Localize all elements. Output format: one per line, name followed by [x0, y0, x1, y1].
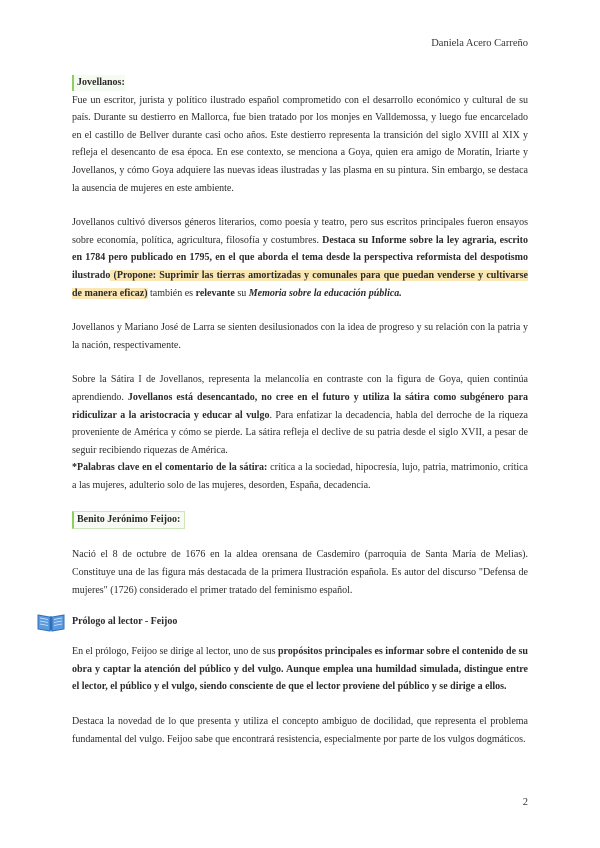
paragraph: Fue un escritor, jurista y político ilustrado español comprometido con el desarrollo económico y cultural de su país. Durante su destierro en Mallorca, fue bien tratado por los monjes en Valldemossa, y luego fue encarcelado en el castillo de Bellver durante casi ocho años. Este destierro representa la transición del siglo XVIII al XIX y refleja el desencanto de esa época. En ese contexto, se menciona a Goya, quien era amigo de Moratín, Iriarte y Jovellanos, y cómo Goya adquiere las nuevas ideas ilustradas y las plasma en su pintura. Sin embargo, se destaca la ausencia de mujeres en este ambiente.: [72, 94, 528, 194]
text-run: Sobre la Sátira I de Jovellanos, representa la melancolía en contraste con la figura de Goya, quien continúa aprendiendo.: [72, 374, 528, 403]
bold-text: Destaca su Informe sobre la ley agraria, escrito en 1784 pero publicado en 1795, en el que aborda el tema desde la perspectiva reformista del despotismo ilustrado: [72, 234, 528, 281]
prologo-heading-row: [36, 609, 528, 635]
paragraph: [72, 371, 528, 459]
paragraph: [72, 643, 528, 696]
text-run: Jovellanos cultivó diversos géneros literarios, como poesía y teatro, pero sus escritos principales fueron ensayos sobre economía, política, agricultura, filosofía y costumbres.: [72, 217, 528, 246]
section-heading-feijoo: Benito Jerónimo Feijoo:: [72, 511, 185, 529]
bold-text: propósitos principales es informar sobre el contenido de su obra y captar la atención del público y del vulgo. Aunque emplea una humildad simulada, distingue entre el lector, el público y el vulgo, siendo consciente de que el lector proviene del público y se dirige a ellos.: [72, 646, 528, 693]
paragraph: Jovellanos y Mariano José de Larra se sienten desilusionados con la idea de progreso y su relación con la patria y la nación, respectivamente.: [72, 322, 528, 351]
text-run: . Para enfatizar la decadencia, habla del derroche de la riqueza proveniente de América y cómo se pierde. La sátira refleja el declive de su patria desde el siglo XVII, a pesar de seguir recibiendo riquezas de América.: [72, 409, 528, 456]
bold-text: Jovellanos está desencantado, no cree en el futuro y utiliza la sátira como subgénero para ridiculizar a la aristocracia y educar al vulgo: [72, 391, 528, 421]
paragraph: Nació el 8 de octubre de 1676 en la aldea orensana de Casdemiro (parroquia de Santa María de Melias). Constituye una de las figura más destacada de la primera Ilustración española. Es autor del discurso "Defensa de mujeres" (1726) considerado el primer tratado del feminismo español.: [72, 549, 528, 596]
bold-text: *Palabras clave en el comentario de la sátira:: [72, 462, 268, 474]
paragraph: Destaca la novedad de lo que presenta y utiliza el concepto ambiguo de docilidad, que representa el problema fundamental del vulgo. Feijoo sabe que encontrará resistencia, especialmente por parte de los vulgos dogmáticos.: [72, 716, 528, 745]
highlighted-text: (Propone: Suprimir las tierras amortizadas y comunales para que puedan venderse y cultivarse de manera eficaz): [72, 269, 528, 299]
paragraph: [72, 214, 528, 302]
text-run: crítica a la sociedad, hipocresía, lujo, patria, matrimonio, crítica a las mujeres, adulterio solo de las mujeres, desorden, España, decadencia.: [72, 462, 528, 491]
page-content: [72, 74, 528, 748]
bold-italic-title: Memoria sobre la educación pública.: [248, 287, 402, 299]
section-heading-jovellanos: Jovellanos:: [72, 75, 125, 91]
prologo-heading: Prólogo al lector - Feijoo: [72, 616, 178, 628]
text-run: En el prólogo, Feijoo se dirige al lector, uno de sus: [72, 646, 278, 658]
book-icon: [36, 611, 66, 633]
paragraph: [72, 459, 528, 494]
bold-text: relevante: [195, 287, 235, 299]
page-header-author: Daniela Acero Carreño: [431, 38, 528, 49]
text-run: también es: [147, 287, 196, 299]
page-number: 2: [522, 797, 528, 808]
text-run: su: [234, 287, 249, 299]
